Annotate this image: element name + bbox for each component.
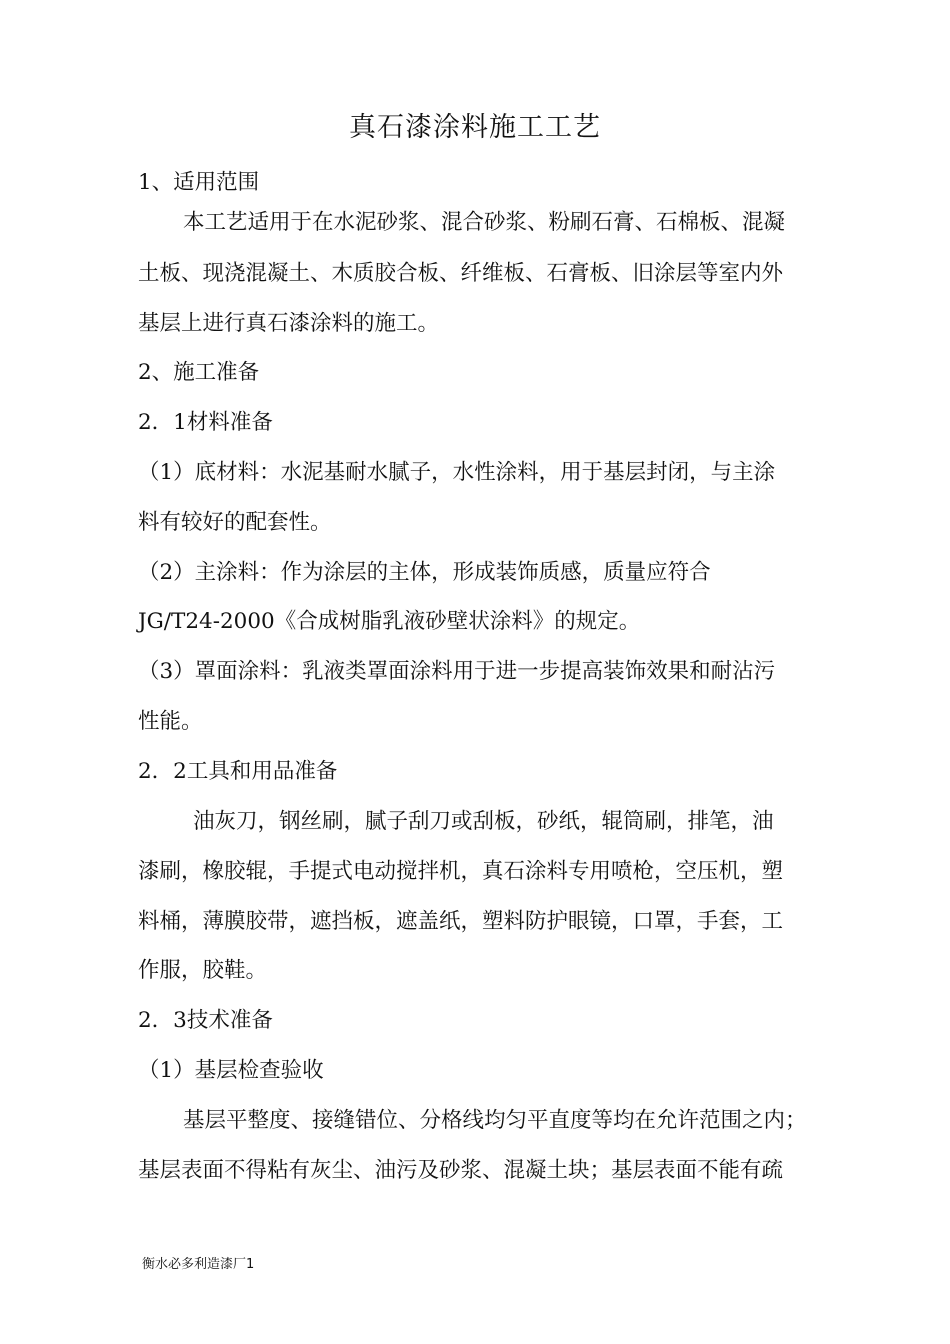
- paragraph-line: 基层表面不得粘有灰尘、油污及砂浆、混凝土块；基层表面不能有疏: [138, 1158, 784, 1183]
- paragraph-line: 土板、现浇混凝土、木质胶合板、纤维板、石膏板、旧涂层等室内外: [138, 261, 784, 286]
- paragraph-line: JG/T24-2000《合成树脂乳液砂壁状涂料》的规定。: [138, 609, 641, 634]
- page-footer: 衡水必多利造漆厂1: [142, 1257, 255, 1272]
- paragraph-line: 本工艺适用于在水泥砂浆、混合砂浆、粉刷石膏、石棉板、混凝: [183, 210, 786, 235]
- paragraph-line: 漆刷，橡胶辊，手提式电动搅拌机，真石涂料专用喷枪，空压机，塑: [138, 859, 784, 884]
- paragraph-line: 料桶，薄膜胶带，遮挡板，遮盖纸，塑料防护眼镜，口罩，手套，工: [138, 909, 784, 934]
- document-title: 真石漆涂料施工工艺: [349, 112, 601, 143]
- paragraph-line: （3）罩面涂料：乳液类罩面涂料用于进一步提高装饰效果和耐沾污: [138, 659, 776, 684]
- paragraph-line: 料有较好的配套性。: [138, 510, 332, 535]
- section-heading-preparation: 2、施工准备: [138, 360, 260, 385]
- paragraph-line: 作服，胶鞋。: [138, 958, 268, 983]
- paragraph-line: 基层平整度、接缝错位、分格线均匀平直度等均在允许范围之内；: [183, 1108, 807, 1133]
- paragraph-line: （1）基层检查验收: [138, 1058, 324, 1083]
- paragraph-line: 基层上进行真石漆涂料的施工。: [138, 311, 440, 336]
- paragraph-line: 油灰刀，钢丝刷，腻子刮刀或刮板，砂纸，辊筒刷，排笔，油: [193, 809, 774, 834]
- subsection-heading-tools: 2．2工具和用品准备: [138, 759, 338, 784]
- subsection-heading-technical: 2．3技术准备: [138, 1008, 273, 1033]
- paragraph-line: （1）底材料：水泥基耐水腻子，水性涂料，用于基层封闭，与主涂: [138, 460, 776, 485]
- paragraph-line: （2）主涂料：作为涂层的主体，形成装饰质感，质量应符合: [138, 560, 711, 585]
- section-heading-scope: 1、适用范围: [138, 170, 260, 195]
- subsection-heading-materials: 2．1材料准备: [138, 410, 273, 435]
- paragraph-line: 性能。: [138, 709, 203, 734]
